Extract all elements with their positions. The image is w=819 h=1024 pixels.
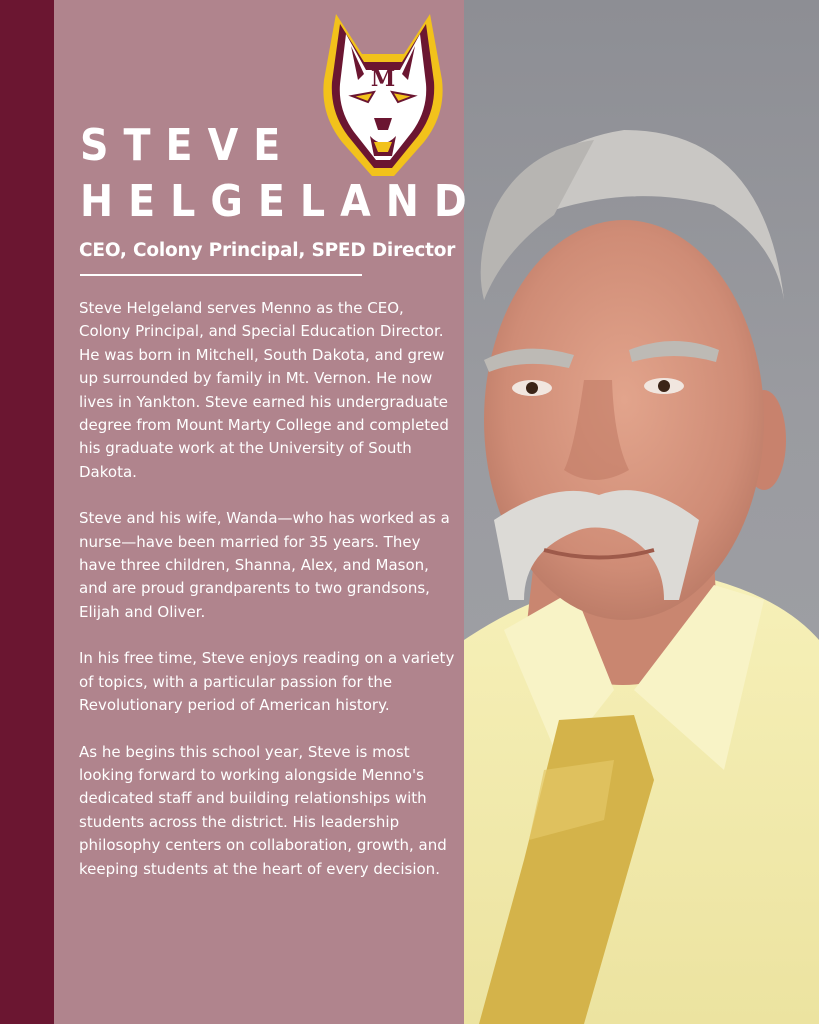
last-name: HELGELAND <box>80 176 482 227</box>
bio-paragraph: Steve and his wife, Wanda—who has worked as a nurse—have been married for 35 years. They have three children, Shanna, Alex, and Mason, and are proud grandparents to two grandsons, Elijah and Oliver. <box>79 509 450 621</box>
maroon-side-stripe <box>0 0 54 1024</box>
portrait-illustration <box>464 0 819 1024</box>
person-name <box>80 118 482 230</box>
bio-paragraph: As he begins this school year, Steve is most looking forward to working alongside Menno's dedicated staff and building relationships with students across the district. His leadership philosophy centers on collaboration, growth, and keeping students at the heart of every decision. <box>79 742 447 878</box>
bio-paragraph: Steve Helgeland serves Menno as the CEO, Colony Principal, and Special Education Director. He was born in Mitchell, South Dakota, and grew up surrounded by family in Mt. Vernon. He now lives in Yankton. Steve earned his undergraduate degree from Mount Marty College and completed his graduate work at the University of South Dakota. <box>79 299 449 481</box>
bio-paragraph: In his free time, Steve enjoys reading on a variety of topics, with a particular passion for the Revolutionary period of American history. <box>79 649 455 715</box>
job-title: CEO, Colony Principal, SPED Director <box>79 240 456 261</box>
portrait-photo <box>464 0 819 1024</box>
logo-letter: M <box>370 66 396 92</box>
title-divider <box>80 274 362 276</box>
biography <box>79 297 459 904</box>
first-name: STEVE <box>80 120 296 171</box>
